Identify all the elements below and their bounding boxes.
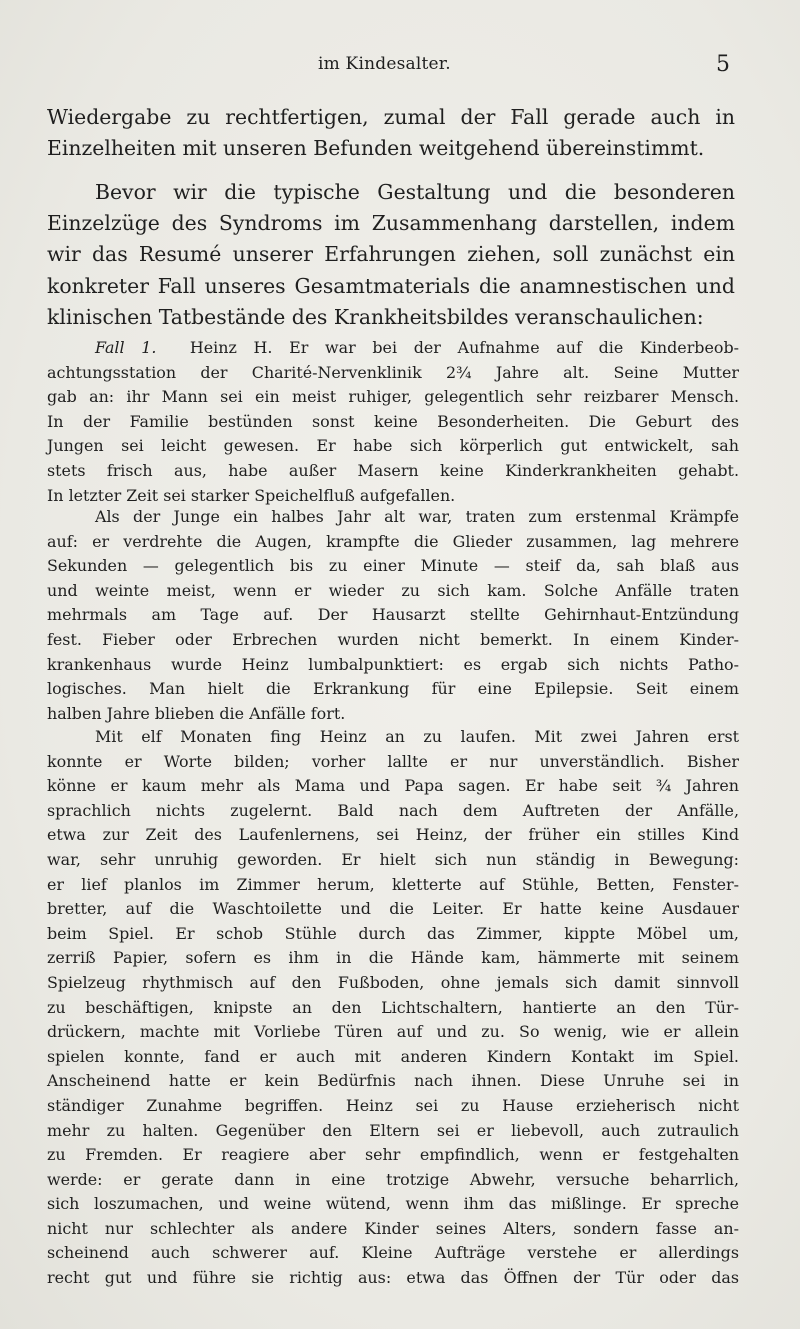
text-line: Jungen sei leicht gewesen. Er habe sich körperlich gut entwickelt, sah bbox=[47, 436, 739, 456]
case-intro-text: Heinz H. Er war bei der Aufnahme auf die Kinderbeob- bbox=[189, 338, 739, 357]
text-line: nicht nur schlechter als andere Kinder seines Alters, sondern fasse an- bbox=[47, 1218, 739, 1238]
text-line: sich loszumachen, und weine wütend, wenn ihm das mißlinge. Er spreche bbox=[47, 1194, 739, 1214]
text-line: Spielzeug rhythmisch auf den Fußboden, ohne jemals sich damit sinnvoll bbox=[47, 972, 739, 992]
text-line: In letzter Zeit sei starker Speichelfluß aufgefallen. bbox=[47, 485, 456, 505]
text-line: konkreter Fall unseres Gesamtmaterials die anamnestischen und bbox=[47, 273, 735, 298]
text-line: etwa zur Zeit des Laufenlernens, sei Heinz, der früher ein stilles Kind bbox=[47, 825, 739, 845]
text-line: scheinend auch schwerer auf. Kleine Aufträge verstehe er allerdings bbox=[47, 1243, 739, 1263]
case-paragraph-2 bbox=[47, 505, 739, 726]
text-line: zu beschäftigen, knipste an den Lichtschaltern, hantierte an den Tür- bbox=[47, 997, 739, 1017]
text-line: zu Fremden. Er reagiere aber sehr empfindlich, wenn er festgehalten bbox=[47, 1145, 739, 1165]
text-line: gab an: ihr Mann sei ein meist ruhiger, gelegentlich sehr reizbarer Mensch. bbox=[47, 387, 739, 407]
text-line: auf: er verdrehte die Augen, krampfte die Glieder zusammen, lag mehrere bbox=[47, 531, 739, 551]
text-line: logisches. Man hielt die Erkrankung für eine Epilepsie. Seit einem bbox=[47, 679, 739, 699]
text-line: Als der Junge ein halbes Jahr alt war, traten zum erstenmal Krämpfe bbox=[95, 507, 739, 526]
text-line: mehrmals am Tage auf. Der Hausarzt stellte Gehirnhaut-Entzündung bbox=[47, 605, 739, 625]
text-line: zerriß Papier, sofern es ihm in die Hände kam, hämmerte mit seinem bbox=[47, 948, 739, 968]
text-line: bretter, auf die Waschtoilette und die Leiter. Er hatte keine Ausdauer bbox=[47, 899, 739, 919]
text-line: und weinte meist, wenn er wieder zu sich kam. Solche Anfälle traten bbox=[47, 580, 739, 600]
text-line: drückern, machte mit Vorliebe Türen auf und zu. So wenig, wie er allein bbox=[47, 1022, 739, 1042]
paragraph-overview bbox=[47, 177, 735, 333]
case-paragraph-3 bbox=[47, 725, 739, 1291]
text-line: könne er kaum mehr als Mama und Papa sagen. Er habe seit ¾ Jahren bbox=[47, 776, 739, 796]
page-number: 5 bbox=[716, 52, 730, 77]
text-line: war, sehr unruhig geworden. Er hielt sich nun ständig in Bewegung: bbox=[47, 849, 739, 869]
text-line: klinischen Tatbestände des Krankheitsbildes veranschaulichen: bbox=[47, 304, 704, 329]
text-line bbox=[47, 336, 739, 361]
text-line: Anscheinend hatte er kein Bedürfnis nach ihnen. Diese Unruhe sei in bbox=[47, 1071, 739, 1091]
text-line: sprachlich nichts zugelernt. Bald nach dem Auftreten der Anfälle, bbox=[47, 800, 739, 820]
text-line: Mit elf Monaten fing Heinz an zu laufen. Mit zwei Jahren erst bbox=[95, 727, 739, 746]
text-line: mehr zu halten. Gegenüber den Eltern sei er liebevoll, auch zutraulich bbox=[47, 1120, 739, 1140]
text-line: krankenhaus wurde Heinz lumbalpunktiert: es ergab sich nichts Patho- bbox=[47, 654, 739, 674]
text-line: werde: er gerate dann in eine trotzige Abwehr, versuche beharrlich, bbox=[47, 1169, 739, 1189]
case-paragraph-1 bbox=[47, 336, 739, 508]
text-line: Sekunden — gelegentlich bis zu einer Minute — steif da, sah blaß aus bbox=[47, 556, 739, 576]
text-line: wir das Resumé unserer Erfahrungen ziehen, soll zunächst ein bbox=[47, 242, 735, 267]
text-line: Einzelheiten mit unseren Befunden weitgehend übereinstimmt. bbox=[47, 136, 705, 161]
text-line: ständiger Zunahme begriffen. Heinz sei zu Hause erzieherisch nicht bbox=[47, 1095, 739, 1115]
text-line: halben Jahre blieben die Anfälle fort. bbox=[47, 703, 346, 723]
text-line: recht gut und führe sie richtig aus: etwa das Öffnen der Tür oder das bbox=[47, 1268, 739, 1288]
text-line: fest. Fieber oder Erbrechen wurden nicht bemerkt. In einem Kinder- bbox=[47, 629, 739, 649]
text-line: spielen konnte, fand er auch mit anderen Kindern Kontakt im Spiel. bbox=[47, 1046, 739, 1066]
text-line: er lief planlos im Zimmer herum, kletterte auf Stühle, Betten, Fenster- bbox=[47, 874, 739, 894]
text-line: beim Spiel. Er schob Stühle durch das Zimmer, kippte Möbel um, bbox=[47, 923, 739, 943]
page-header bbox=[0, 54, 800, 84]
text-line: Wiedergabe zu rechtfertigen, zumal der Fall gerade auch in bbox=[47, 105, 735, 129]
text-line: achtungsstation der Charité-Nervenklinik 2¾ Jahre alt. Seine Mutter bbox=[47, 362, 739, 382]
text-line: konnte er Worte bilden; vorher lallte er nur unverständlich. Bisher bbox=[47, 751, 739, 771]
text-line: Einzelzüge des Syndroms im Zusammenhang darstellen, indem bbox=[47, 211, 735, 236]
case-label: Fall 1. bbox=[95, 338, 157, 357]
paragraph-intro bbox=[47, 102, 735, 164]
running-head: im Kindesalter. bbox=[318, 54, 451, 74]
text-line: In der Familie bestünden sonst keine Besonderheiten. Die Geburt des bbox=[47, 411, 739, 431]
text-line: stets frisch aus, habe außer Masern keine Kinderkrankheiten gehabt. bbox=[47, 460, 739, 480]
text-line: Bevor wir die typische Gestaltung und die besonderen bbox=[95, 180, 735, 204]
